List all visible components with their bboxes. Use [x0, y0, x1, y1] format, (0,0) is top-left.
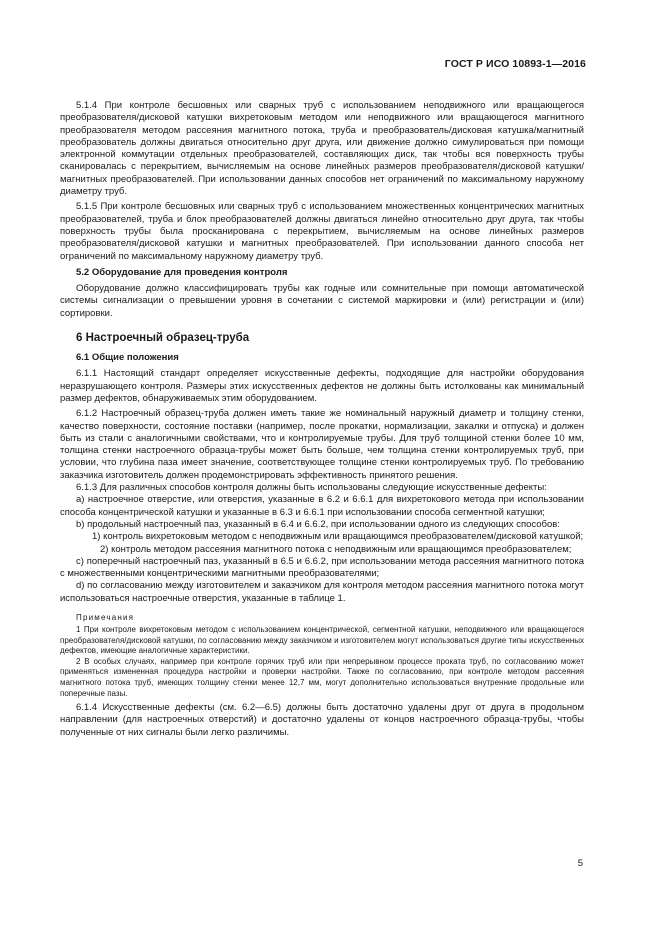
paragraph-5-1-4: 5.1.4 При контроле бесшовных или сварных труб с использованием неподвижного или вращающегося преобразователя/дисковой катушки вихретоковым методом или неподвижного или вращающегося магнитного преобразователя методом рассеяния магнитного потока, труба и преобразователь/дисковая катушка/магнитный преобразователь должны двигаться относительно друг друга, или движение должно симулироваться при помощи электронной коммутации отдельных преобразователей, составляющих диск, так чтобы вся поверхность трубы сканировалась с перекрытием, вычисляемым на основе линейных размеров преобразователя/дисковой катушки/магнитных преобразователей. При использовании данных способов нет ограничений по максимальному наружному диаметру труб. [60, 100, 584, 198]
list-item-b-2: 2) контроль методом рассеяния магнитного потока с неподвижным или вращающимся преобразователем; [100, 543, 572, 555]
page-content [60, 100, 584, 739]
paragraph-5-1-5: 5.1.5 При контроле бесшовных или сварных труб с использованием множественных концентрических магнитных преобразователей, труба и блок преобразователей должны двигаться линейно относительно друг друга, так чтобы поверхность трубы была просканирована с перекрытием, вычисляемым на основе линейных размеров преобразователя/дисковой катушки и магнитных преобразователей. При использовании данного способа нет ограничений по максимальному наружному диаметру труб. [60, 201, 584, 262]
page-number: 5 [577, 858, 583, 869]
list-item-b: b) продольный настроечный паз, указанный в 6.4 и 6.6.2, при использовании одного из следующих способов: [76, 518, 560, 530]
subsection-heading-6-1: 6.1 Общие положения [76, 352, 179, 364]
paragraph-6-1-1: 6.1.1 Настоящий стандарт определяет искусственные дефекты, подходящие для настройки оборудования неразрушающего контроля. Размеры этих искусственных дефектов не должны быть истолкованы как минимальный размер дефектов, обнаруживаемых этим оборудованием. [60, 368, 584, 404]
list-item-c: c) поперечный настроечный паз, указанный в 6.5 и 6.6.2, при использовании метода рассеяния магнитного потока с множественными концентрическими магнитными преобразователями; [60, 555, 584, 580]
paragraph-6-1-2: 6.1.2 Настроечный образец-труба должен иметь такие же номинальный наружный диаметр и толщину стенки, качество поверхности, состояние поставки (например, после прокатки, нормализации, закалки и отпуска) и должен быть из стали с аналогичными свойствами, что и контролируемые трубы. Для труб толщиной стенки более 10 мм, толщина стенки настроечного образца-трубы может быть больше, чем толщина стенки контролируемых труб, при условии, что глубина паза имеет значение, соответствующее толщине стенки контролируемых труб. По требованию заказчика изготовитель должен продемонстрировать эффективность принятого решения. [60, 408, 584, 481]
list-item-a: a) настроечное отверстие, или отверстия, указанные в 6.2 и 6.6.1 для вихретокового метода при использовании способа концентрической катушки и указанные в 6.3 и 6.6.1 при использовании способа сегментной катушки; [60, 494, 584, 518]
standard-code-header: ГОСТ Р ИСО 10893-1—2016 [444, 58, 586, 70]
list-item-d: d) по согласованию между изготовителем и заказчиком для контроля методом рассеяния магнитного потока могут использоваться настроечные отверстия, указанные в таблице 1. [60, 580, 584, 604]
subsection-heading-5-2: 5.2 Оборудование для проведения контроля [76, 266, 288, 278]
paragraph-6-1-3: 6.1.3 Для различных способов контроля должны быть использованы следующие искусственные дефекты: [76, 482, 547, 494]
note-2: 2 В особых случаях, например при контроле горячих труб или при непрерывном процессе проката труб, по согласованию может применяться измененная процедура настройки и проверки настройки. Также по согласованию, при контроле методом рассеяния магнитного потока труб, имеющих толщину стенки менее 12,7 мм, могут дополнительно использоваться внутренние продольные или поперечные пазы. [60, 656, 584, 698]
section-heading-6: 6 Настроечный образец-труба [76, 332, 250, 345]
paragraph-5-2: Оборудование должно классифицировать трубы как годные или сомнительные при помощи автоматической системы сигнализации о превышении уровня в сочетании с системой маркировки и (или) регистрации и (или) сортировки. [60, 283, 584, 319]
list-item-b-1: 1) контроль вихретоковым методом с неподвижным или вращающимся преобразователем/дисковой катушкой; [92, 531, 584, 543]
paragraph-6-1-4: 6.1.4 Искусственные дефекты (см. 6.2—6.5) должны быть достаточно удалены друг от друга в продольном направлении (для настроечных отверстий) и достаточно удалены от концов настроечного образца-трубы, чтобы полученные от них сигналы были легко различимы. [60, 702, 584, 738]
notes-heading: Примечания [76, 612, 135, 622]
note-1: 1 При контроле вихретоковым методом с использованием концентрической, сегментной катушки, неподвижного или вращающегося преобразователя/дисковой катушки, по согласованию между заказчиком и изготовителем могут использоваться другие типы искусственных дефектов, имеющие аналогичные характеристики. [60, 624, 584, 656]
